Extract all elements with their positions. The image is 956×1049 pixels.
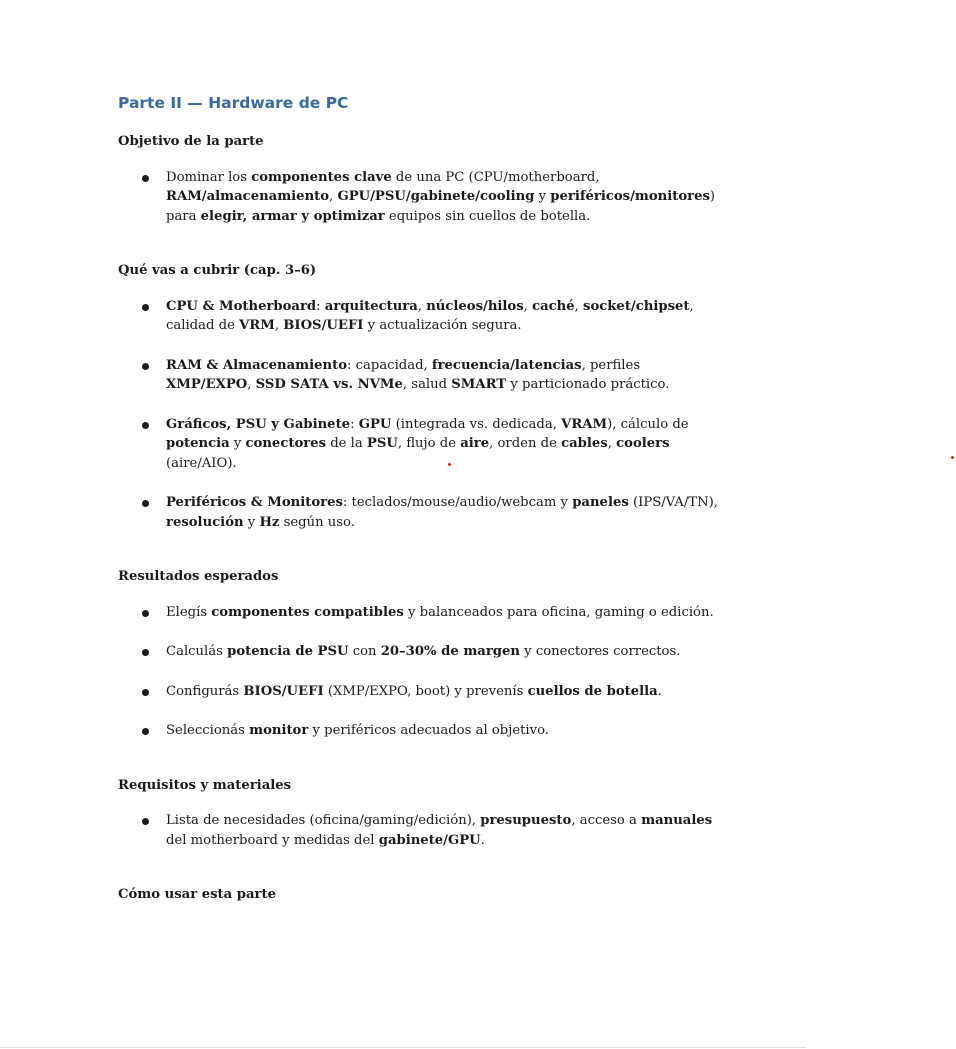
bold-text: conectores xyxy=(245,436,326,451)
text: con xyxy=(348,644,381,659)
text: de la xyxy=(326,436,367,451)
text: y conectores correctos. xyxy=(519,644,681,659)
list-cubrir xyxy=(118,297,718,533)
bullet-item xyxy=(118,721,718,741)
text: : teclados/mouse/audio/webcam y xyxy=(342,495,573,510)
text: y xyxy=(534,189,551,204)
bold-text: resolución xyxy=(166,514,244,530)
bold-text: manuales xyxy=(641,813,713,828)
bullet-dot xyxy=(142,818,149,825)
text: , orden de xyxy=(489,436,562,451)
bullet-item xyxy=(118,493,718,532)
bold-text: 20–30% de margen xyxy=(380,644,520,659)
bold-text: GPU xyxy=(358,416,392,432)
text: , xyxy=(329,189,338,204)
text: , perfiles xyxy=(581,357,641,373)
bullet-dot xyxy=(142,363,149,370)
bullet-item xyxy=(118,297,718,336)
heading-requisitos: Requisitos y materiales xyxy=(118,777,292,793)
text: (integrada vs. dedicada, xyxy=(391,416,562,432)
text: de una PC (CPU/motherboard, xyxy=(391,169,600,185)
bullet-dot xyxy=(142,689,149,696)
text: , xyxy=(523,298,533,314)
bold-text: caché xyxy=(532,298,575,314)
bullet-item xyxy=(118,415,718,474)
bold-text: XMP/EXPO xyxy=(166,377,248,392)
text: (XMP/EXPO, boot) y prevenís xyxy=(323,683,528,699)
text: : capacidad, xyxy=(347,357,432,373)
bold-text: presupuesto xyxy=(480,813,572,828)
bullet-item xyxy=(118,811,718,850)
bold-text: componentes compatibles xyxy=(211,604,404,620)
bold-text: Hz xyxy=(259,514,280,530)
text: y actualización segura. xyxy=(363,318,522,333)
text: , acceso a xyxy=(571,813,642,828)
bullet-item xyxy=(118,356,718,395)
text: : xyxy=(350,416,359,432)
bullet-item xyxy=(118,168,718,227)
bullet-item xyxy=(118,682,718,702)
bullet-dot xyxy=(142,649,149,656)
bold-text: CPU & Motherboard xyxy=(166,298,317,314)
bold-text: VRAM xyxy=(561,416,608,432)
bold-text: socket/chipset xyxy=(583,298,690,314)
bold-text: BIOS/UEFI xyxy=(283,318,364,333)
text: , xyxy=(247,377,256,392)
bullet-dot xyxy=(142,175,149,182)
text: Lista de necesidades (oficina/gaming/edición), xyxy=(166,813,481,828)
bullet-dot xyxy=(142,610,149,617)
text: . xyxy=(657,683,662,699)
bold-text: potencia xyxy=(166,436,230,451)
text: . xyxy=(480,832,485,848)
bold-text: frecuencia/latencias xyxy=(431,357,582,373)
text: y balanceados para oficina, gaming o edición. xyxy=(403,604,714,620)
text: , xyxy=(607,436,617,451)
bold-text: periféricos/monitores xyxy=(550,189,710,204)
text: Configurás xyxy=(166,683,244,699)
bold-text: VRM xyxy=(239,318,275,333)
text: , xyxy=(574,298,584,314)
bold-text: coolers xyxy=(616,436,670,451)
bold-text: elegir, armar y optimizar xyxy=(200,208,385,224)
text: según uso. xyxy=(279,514,355,530)
red-marker-dot xyxy=(951,456,954,459)
bold-text: núcleos/hilos xyxy=(426,298,524,314)
text: y xyxy=(229,436,246,451)
bullet-dot xyxy=(142,728,149,735)
list-requisitos xyxy=(118,811,718,850)
bold-text: RAM & Almacenamiento xyxy=(166,357,347,373)
text: del motherboard y medidas del xyxy=(166,832,379,848)
document-content xyxy=(118,92,718,905)
bold-text: componentes clave xyxy=(251,169,392,185)
heading-resultados: Resultados esperados xyxy=(118,569,279,584)
bold-text: BIOS/UEFI xyxy=(243,683,324,699)
text: , salud xyxy=(402,377,452,392)
bold-text: potencia de PSU xyxy=(227,644,349,659)
bold-text: GPU/PSU/gabinete/cooling xyxy=(337,189,535,204)
text: y particionado práctico. xyxy=(506,377,670,392)
text: ) para xyxy=(166,189,716,224)
text: y xyxy=(243,514,260,530)
text: ), cálculo de xyxy=(607,416,689,432)
part-title: Parte II — Hardware de PC xyxy=(118,94,349,112)
bold-text: SSD SATA vs. NVMe xyxy=(255,377,403,392)
text: : xyxy=(316,298,325,314)
text: Calculás xyxy=(166,644,228,659)
text: Dominar los xyxy=(166,169,252,185)
bold-text: gabinete/GPU xyxy=(378,832,481,848)
text: Seleccionás xyxy=(166,723,250,738)
text: equipos sin cuellos de botella. xyxy=(384,208,591,224)
text: (IPS/VA/TN), xyxy=(628,495,718,510)
text: (aire/AIO). xyxy=(166,455,237,471)
text: y periféricos adecuados al objetivo. xyxy=(308,723,549,738)
bold-text: arquitectura xyxy=(324,298,418,314)
text: , calidad de xyxy=(166,298,694,333)
list-resultados xyxy=(118,603,718,741)
text: Elegís xyxy=(166,604,212,620)
bold-text: RAM/almacenamiento xyxy=(166,189,330,204)
list-objetivo xyxy=(118,168,718,227)
heading-como-usar: Cómo usar esta parte xyxy=(118,887,276,902)
bold-text: paneles xyxy=(572,495,629,510)
bullet-dot xyxy=(142,422,149,429)
bold-text: cuellos de botella xyxy=(527,683,658,699)
heading-objetivo: Objetivo de la parte xyxy=(118,134,264,149)
heading-cubrir: Qué vas a cubrir (cap. 3–6) xyxy=(118,263,317,278)
red-marker-dot xyxy=(448,463,451,466)
bold-text: cables xyxy=(561,436,608,451)
bold-text: SMART xyxy=(451,377,507,392)
page-bottom-rule xyxy=(0,1047,806,1048)
bullet-dot xyxy=(142,304,149,311)
bold-text: PSU xyxy=(366,436,398,451)
bullet-item xyxy=(118,642,718,662)
text: , xyxy=(274,318,284,333)
bold-text: monitor xyxy=(249,723,309,738)
bullet-dot xyxy=(142,500,149,507)
bold-text: Periféricos & Monitores xyxy=(166,495,343,510)
bold-text: Gráficos, PSU y Gabinete xyxy=(166,416,351,432)
bullet-item xyxy=(118,603,718,623)
bold-text: aire xyxy=(460,436,490,451)
text: , flujo de xyxy=(397,436,461,451)
text: , xyxy=(417,298,427,314)
